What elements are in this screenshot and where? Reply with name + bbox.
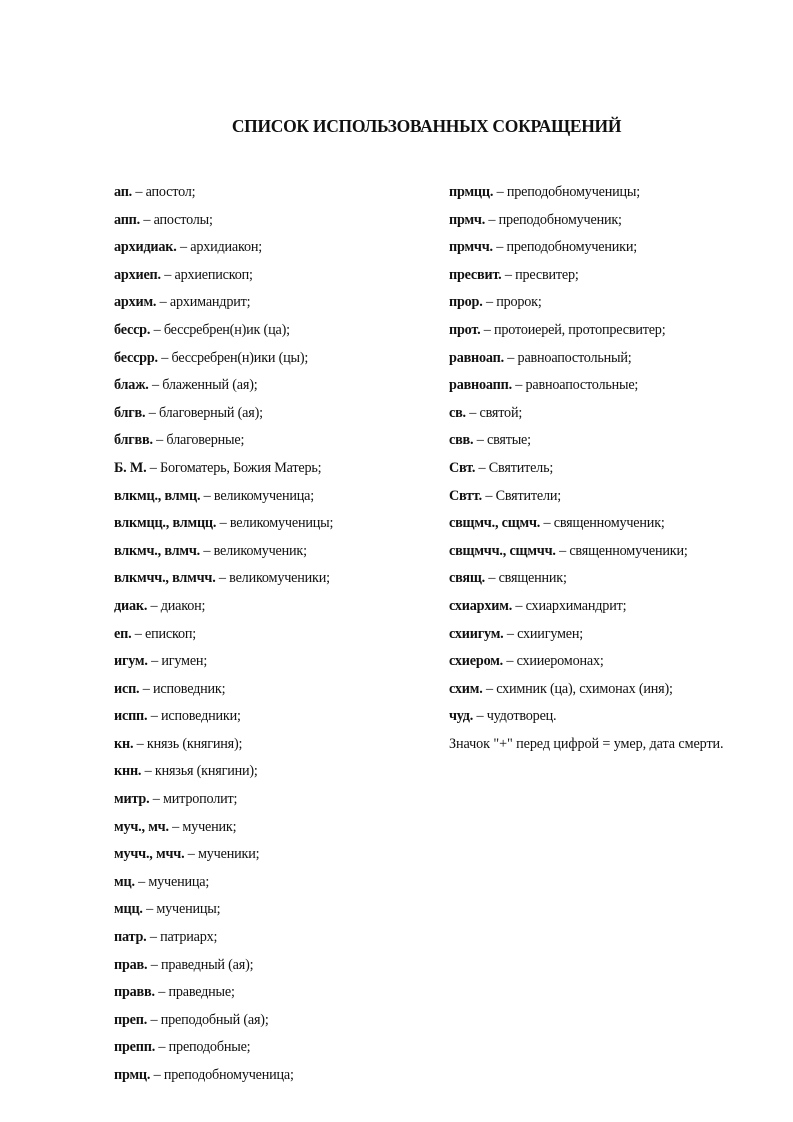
abbreviation-entry	[114, 538, 434, 566]
dash-separator: –	[147, 708, 161, 725]
abbreviation-meaning: чудотворец.	[486, 708, 557, 725]
dash-separator: –	[512, 597, 526, 614]
abbreviation-entry	[114, 455, 434, 483]
abbreviation-meaning: апостолы;	[153, 211, 213, 228]
abbreviation-meaning: священномученик;	[553, 515, 665, 532]
abbreviation-meaning: исповедник;	[153, 680, 226, 697]
abbreviation-entry	[449, 648, 741, 676]
abbreviation-entry	[114, 317, 434, 345]
abbreviation-entry	[449, 483, 741, 511]
abbreviation-entry	[449, 234, 741, 262]
dash-separator: –	[148, 377, 163, 394]
abbreviation-term: блгвв.	[114, 432, 153, 449]
dash-separator: –	[540, 515, 554, 532]
abbreviations-right-column	[449, 179, 741, 758]
dash-separator: –	[150, 321, 164, 338]
abbreviation-meaning: преподобномученики;	[506, 239, 637, 256]
abbreviation-meaning: мученица;	[148, 873, 210, 890]
abbreviation-term: Свт.	[449, 459, 476, 476]
abbreviation-meaning: праведные;	[168, 984, 235, 1001]
abbreviation-term: влкмчч., влмчч.	[114, 570, 216, 587]
abbreviation-meaning: святой;	[479, 404, 523, 421]
abbreviation-meaning: мученик;	[182, 818, 237, 835]
abbreviation-term: блгв.	[114, 404, 146, 421]
abbreviation-term: испп.	[114, 708, 148, 725]
abbreviation-entry	[114, 1062, 434, 1090]
dash-separator: –	[157, 349, 172, 366]
abbreviation-meaning: патриарх;	[160, 929, 218, 946]
abbreviation-entry	[449, 179, 741, 207]
abbreviation-entry	[114, 427, 434, 455]
abbreviation-term: чуд.	[449, 708, 474, 725]
abbreviation-meaning: преподобный (ая);	[160, 1011, 269, 1028]
abbreviation-term: схим.	[449, 680, 483, 697]
abbreviation-meaning: благоверный (ая);	[158, 404, 263, 421]
abbreviation-term: архиеп.	[114, 266, 161, 283]
dash-separator: –	[141, 763, 155, 780]
abbreviation-entry	[114, 483, 434, 511]
abbreviation-term: мц.	[114, 873, 135, 890]
abbreviation-meaning: священник;	[498, 570, 567, 587]
abbreviation-meaning: мученицы;	[156, 901, 221, 918]
abbreviation-entry	[114, 565, 434, 593]
abbreviation-meaning: великомученица;	[213, 487, 315, 504]
abbreviation-term: архидиак.	[114, 239, 177, 256]
abbreviation-meaning: схиархимандрит;	[525, 597, 627, 614]
dash-separator: –	[199, 542, 214, 559]
dash-separator: –	[184, 846, 199, 863]
abbreviation-term: правв.	[114, 984, 155, 1001]
dash-separator: –	[140, 211, 154, 228]
abbreviation-meaning: великомученики;	[229, 570, 330, 587]
abbreviation-meaning: апостол;	[145, 184, 196, 200]
abbreviation-term: равноапп.	[449, 377, 512, 394]
abbreviation-entry	[114, 345, 434, 373]
dash-separator: –	[511, 377, 526, 394]
dash-separator: –	[215, 570, 230, 587]
dash-separator: –	[216, 515, 230, 532]
abbreviation-entry	[114, 289, 434, 317]
abbreviation-entry	[114, 703, 434, 731]
abbreviation-meaning: исповедники;	[160, 708, 241, 725]
abbreviation-meaning: игумен;	[161, 653, 208, 670]
abbreviation-entry	[114, 179, 434, 207]
abbreviation-term: диак.	[114, 597, 148, 614]
abbreviation-entry	[114, 676, 434, 704]
dash-separator: –	[481, 487, 496, 504]
abbreviation-meaning: архимандрит;	[169, 294, 251, 311]
abbreviation-term: преп.	[114, 1011, 148, 1028]
dash-separator: –	[503, 653, 517, 670]
abbreviation-entry	[114, 1007, 434, 1035]
dash-separator: –	[482, 680, 497, 697]
dash-separator: –	[492, 239, 507, 256]
abbreviation-meaning: схиигумен;	[517, 625, 584, 642]
abbreviation-term: муч., мч.	[114, 818, 169, 835]
abbreviation-entry	[449, 400, 741, 428]
abbreviation-term: влкмцц., влмцц.	[114, 515, 217, 532]
abbreviation-entry	[114, 400, 434, 428]
abbreviation-meaning: равноапостольный;	[517, 349, 632, 366]
abbreviation-term: патр.	[114, 929, 147, 946]
dash-separator: –	[147, 1011, 161, 1028]
abbreviation-term: прор.	[449, 294, 483, 311]
abbreviation-entry	[114, 621, 434, 649]
abbreviation-meaning: епископ;	[145, 625, 196, 642]
abbreviation-term: апп.	[114, 211, 141, 228]
dash-separator: –	[503, 349, 518, 366]
abbreviation-term: прмц.	[114, 1067, 151, 1083]
abbreviation-entry	[114, 869, 434, 897]
abbreviation-term: схиером.	[449, 653, 503, 670]
abbreviation-term: свщмчч., сщмчч.	[449, 542, 556, 559]
abbreviation-entry	[449, 455, 741, 483]
abbreviation-term: кнн.	[114, 763, 142, 780]
abbreviation-entry	[114, 510, 434, 538]
abbreviation-meaning: праведный (ая);	[160, 956, 254, 973]
abbreviation-entry	[449, 676, 741, 704]
abbreviation-term: свящ.	[449, 570, 485, 587]
abbreviation-term: ап.	[114, 184, 133, 200]
abbreviation-term: пресвит.	[449, 266, 502, 283]
abbreviation-term: кн.	[114, 735, 134, 752]
dash-separator: –	[142, 901, 157, 918]
abbreviation-meaning: Святители;	[495, 487, 561, 504]
abbreviation-entry	[114, 979, 434, 1007]
abbreviation-entry	[114, 731, 434, 759]
dash-separator: –	[493, 184, 507, 200]
death-sign-note: Значок "+" перед цифрой = умер, дата смерти.	[449, 735, 724, 752]
abbreviation-term: блаж.	[114, 377, 149, 394]
abbreviation-entry	[449, 207, 741, 235]
abbreviation-entry	[449, 510, 741, 538]
abbreviation-meaning: архиепископ;	[174, 266, 253, 283]
abbreviation-meaning: князья (княгини);	[154, 763, 258, 780]
abbreviation-meaning: схииеромонах;	[516, 653, 604, 670]
abbreviation-term: бесср.	[114, 321, 151, 338]
abbreviation-entry	[114, 262, 434, 290]
dash-separator: –	[480, 321, 495, 338]
abbreviation-entry	[114, 372, 434, 400]
abbreviation-term: прав.	[114, 956, 148, 973]
abbreviation-entry	[114, 814, 434, 842]
dash-separator: –	[200, 487, 214, 504]
abbreviation-term: прмч.	[449, 211, 486, 228]
abbreviation-meaning: архидиакон;	[190, 239, 263, 256]
dash-separator: –	[465, 404, 480, 421]
dash-separator: –	[168, 818, 183, 835]
abbreviation-meaning: бессребрен(н)ики (цы);	[171, 349, 309, 366]
dash-separator: –	[484, 570, 499, 587]
abbreviation-meaning: схимник (ца), схимонах (иня);	[496, 680, 673, 697]
abbreviation-meaning: благоверные;	[166, 432, 245, 449]
dash-separator: –	[146, 929, 161, 946]
abbreviation-term: схиархим.	[449, 597, 513, 614]
abbreviation-entry	[114, 786, 434, 814]
dash-separator: –	[482, 294, 497, 311]
abbreviation-term: влкмч., влмч.	[114, 542, 200, 559]
dash-separator: –	[475, 459, 489, 476]
abbreviation-term: еп.	[114, 625, 132, 642]
abbreviation-term: влкмц., влмц.	[114, 487, 201, 504]
abbreviation-meaning: митрополит;	[163, 791, 238, 808]
dash-separator: –	[160, 266, 175, 283]
abbreviation-meaning: преподобные;	[168, 1039, 251, 1056]
abbreviation-entry	[449, 289, 741, 317]
dash-separator: –	[146, 459, 161, 476]
abbreviation-meaning: мученики;	[198, 846, 260, 863]
abbreviation-term: равноап.	[449, 349, 504, 366]
abbreviation-term: бессрр.	[114, 349, 158, 366]
abbreviation-meaning: блаженный (ая);	[162, 377, 258, 394]
abbreviation-meaning: священномученики;	[569, 542, 688, 559]
abbreviation-entry	[114, 952, 434, 980]
abbreviation-entry	[449, 538, 741, 566]
abbreviation-meaning: протоиерей, протопресвитер;	[494, 321, 666, 338]
abbreviation-term: прот.	[449, 321, 481, 338]
abbreviation-entry	[449, 372, 741, 400]
abbreviation-entry	[449, 703, 741, 731]
abbreviation-entry	[449, 565, 741, 593]
dash-separator: –	[150, 1067, 164, 1083]
dash-separator: –	[147, 597, 161, 614]
dash-separator: –	[145, 404, 159, 421]
abbreviation-term: св.	[449, 404, 466, 421]
abbreviation-term: митр.	[114, 791, 150, 808]
abbreviation-term: Свтт.	[449, 487, 482, 504]
abbreviation-term: прмчч.	[449, 239, 493, 256]
abbreviation-meaning: Богоматерь, Божия Матерь;	[160, 459, 322, 476]
abbreviation-meaning: преподобномученик;	[498, 211, 622, 228]
abbreviation-entry	[449, 345, 741, 373]
dash-separator: –	[133, 735, 147, 752]
abbreviation-term: прмцц.	[449, 184, 494, 200]
dash-separator: –	[155, 1039, 169, 1056]
abbreviation-entry	[114, 648, 434, 676]
abbreviation-entry	[114, 924, 434, 952]
dash-separator: –	[147, 653, 162, 670]
dash-separator: –	[501, 266, 516, 283]
abbreviation-meaning: равноапостольные;	[525, 377, 639, 394]
dash-separator: –	[147, 956, 161, 973]
abbreviations-left-column	[114, 179, 434, 1090]
page-title: СПИСОК ИСПОЛЬЗОВАННЫХ СОКРАЩЕНИЙ	[231, 116, 622, 136]
abbreviation-entry	[114, 841, 434, 869]
abbreviation-meaning: преподобномученицы;	[506, 184, 640, 200]
abbreviation-entry	[449, 621, 741, 649]
abbreviation-term: схиигум.	[449, 625, 504, 642]
abbreviation-meaning: великомученик;	[213, 542, 307, 559]
abbreviation-meaning: диакон;	[160, 597, 206, 614]
abbreviation-term: свв.	[449, 432, 474, 449]
dash-separator: –	[149, 791, 164, 808]
dash-separator: –	[134, 873, 149, 890]
abbreviation-entry	[114, 896, 434, 924]
abbreviation-entry	[114, 207, 434, 235]
abbreviation-entry	[114, 758, 434, 786]
dash-separator: –	[152, 432, 167, 449]
abbreviation-entry	[114, 1034, 434, 1062]
abbreviation-term: архим.	[114, 294, 157, 311]
abbreviation-meaning: Святитель;	[488, 459, 554, 476]
dash-separator: –	[473, 432, 487, 449]
dash-separator: –	[156, 294, 170, 311]
dash-separator: –	[139, 680, 153, 697]
dash-separator: –	[473, 708, 487, 725]
abbreviation-term: Б. М.	[114, 459, 147, 476]
abbreviation-entry	[114, 234, 434, 262]
dash-separator: –	[503, 625, 518, 642]
abbreviation-entry	[114, 593, 434, 621]
abbreviation-term: мцц.	[114, 901, 143, 918]
abbreviation-term: свщмч., сщмч.	[449, 515, 541, 532]
dash-separator: –	[485, 211, 499, 228]
abbreviation-term: мучч., мчч.	[114, 846, 185, 863]
abbreviation-term: препп.	[114, 1039, 156, 1056]
abbreviation-meaning: великомученицы;	[229, 515, 334, 532]
abbreviation-meaning: пресвитер;	[515, 266, 579, 283]
abbreviation-entry	[449, 262, 741, 290]
dash-separator: –	[132, 184, 146, 200]
abbreviation-meaning: преподобномученица;	[163, 1067, 294, 1083]
dash-separator: –	[176, 239, 191, 256]
dash-separator: –	[131, 625, 146, 642]
dash-separator: –	[154, 984, 169, 1001]
abbreviation-meaning: пророк;	[496, 294, 542, 311]
abbreviation-term: игум.	[114, 653, 148, 670]
abbreviation-entry	[449, 317, 741, 345]
abbreviation-meaning: князь (княгиня);	[146, 735, 243, 752]
abbreviation-meaning: святые;	[486, 432, 531, 449]
dash-separator: –	[555, 542, 570, 559]
abbreviation-meaning: бессребрен(н)ик (ца);	[163, 321, 290, 338]
abbreviation-entry	[449, 427, 741, 455]
abbreviation-entry	[449, 593, 741, 621]
abbreviation-term: исп.	[114, 680, 140, 697]
